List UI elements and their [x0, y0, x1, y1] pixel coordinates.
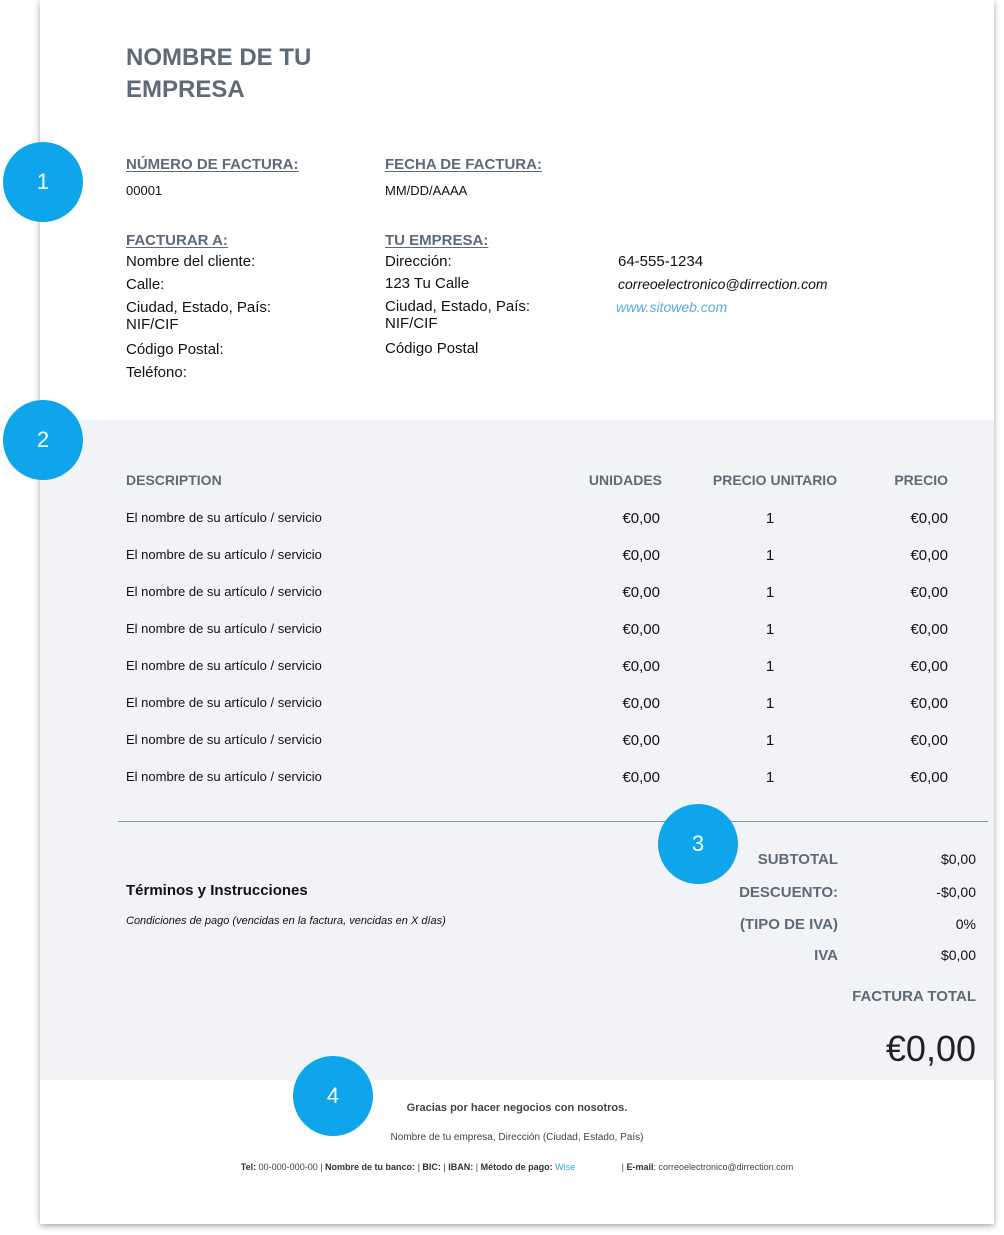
bill-to-label: FACTURAR A: [126, 232, 228, 249]
table-row [40, 547, 994, 584]
tel-label: Tel: [240, 1162, 257, 1172]
bill-to-street: Calle: [126, 276, 165, 293]
item-unit-price: 1 [765, 584, 775, 601]
discount-label: DESCUENTO: [739, 884, 838, 901]
item-description: El nombre de su artículo / servicio [126, 658, 322, 673]
marker-4: 4 [293, 1056, 373, 1136]
item-price: €0,00 [910, 510, 948, 527]
item-units: €0,00 [622, 547, 660, 564]
totals-divider [118, 821, 988, 822]
price-column-header: PRECIO [894, 472, 948, 488]
item-unit-price: 1 [765, 510, 775, 527]
item-units: €0,00 [622, 621, 660, 638]
marker-1: 1 [3, 142, 83, 222]
your-company-tax-id: NIF/CIF [385, 315, 438, 332]
items-table [40, 510, 994, 806]
item-units: €0,00 [622, 584, 660, 601]
item-units: €0,00 [622, 769, 660, 786]
vat-value: $0,00 [940, 947, 976, 963]
bank-label: Nombre de tu banco: [325, 1162, 416, 1172]
vat-type-value: 0% [955, 916, 976, 932]
item-unit-price: 1 [765, 547, 775, 564]
item-unit-price: 1 [765, 695, 775, 712]
footer-email[interactable]: correoelectronico@dirrection.com [658, 1162, 794, 1172]
company-website-link[interactable]: www.sitoweb.com [616, 299, 728, 315]
item-description: El nombre de su artículo / servicio [126, 769, 322, 784]
item-price: €0,00 [910, 584, 948, 601]
item-description: El nombre de su artículo / servicio [126, 510, 322, 525]
item-units: €0,00 [622, 732, 660, 749]
item-price: €0,00 [910, 769, 948, 786]
table-row [40, 584, 994, 621]
subtotal-value: $0,00 [940, 851, 976, 867]
email-label: E-mail [626, 1162, 654, 1172]
iban-label: IBAN: [448, 1162, 474, 1172]
item-price: €0,00 [910, 695, 948, 712]
item-units: €0,00 [622, 510, 660, 527]
subtotal-label: SUBTOTAL [757, 851, 838, 868]
your-company-address-label: Dirección: [385, 253, 452, 270]
bill-to-city: Ciudad, Estado, País: [126, 299, 272, 316]
table-row [40, 621, 994, 658]
item-price: €0,00 [910, 621, 948, 638]
item-unit-price: 1 [765, 732, 775, 749]
terms-title: Términos y Instrucciones [126, 882, 308, 899]
item-price: €0,00 [910, 732, 948, 749]
company-phone: 64-555-1234 [618, 253, 704, 270]
invoice-number-label: NÚMERO DE FACTURA: [126, 156, 299, 173]
invoice-page [40, 0, 994, 1224]
bill-to-postal-code: Código Postal: [126, 341, 224, 358]
footer-address: Nombre de tu empresa, Dirección (Ciudad, Estado, País) [390, 1132, 644, 1143]
your-company-label: TU EMPRESA: [385, 232, 489, 249]
your-company-postal-code: Código Postal [385, 340, 479, 357]
item-description: El nombre de su artículo / servicio [126, 732, 322, 747]
tel-value: 00-000-000-00 [258, 1162, 318, 1172]
table-row [40, 732, 994, 769]
company-email[interactable]: correoelectronico@dirrection.com [618, 276, 828, 292]
bill-to-tax-id: NIF/CIF [126, 316, 179, 333]
table-row [40, 510, 994, 547]
table-row [40, 695, 994, 732]
item-price: €0,00 [910, 547, 948, 564]
marker-2: 2 [3, 400, 83, 480]
description-column-header: DESCRIPTION [126, 472, 222, 488]
invoice-date: MM/DD/AAAA [385, 183, 468, 198]
item-units: €0,00 [622, 695, 660, 712]
grand-total-label: FACTURA TOTAL [852, 988, 976, 1005]
item-price: €0,00 [910, 658, 948, 675]
item-units: €0,00 [622, 658, 660, 675]
item-description: El nombre de su artículo / servicio [126, 695, 322, 710]
unit-price-column-header: PRECIO UNITARIO [712, 472, 838, 488]
payment-method-value[interactable]: Wise [555, 1162, 576, 1172]
table-row [40, 658, 994, 695]
invoice-number: 00001 [126, 183, 163, 198]
vat-label: IVA [814, 947, 838, 964]
item-description: El nombre de su artículo / servicio [126, 584, 322, 599]
bill-to-phone: Teléfono: [126, 364, 187, 381]
discount-value: -$0,00 [936, 884, 976, 900]
item-unit-price: 1 [765, 769, 775, 786]
company-name: NOMBRE DE TU EMPRESA [126, 44, 312, 103]
units-column-header: UNIDADES [588, 472, 662, 488]
your-company-street: 123 Tu Calle [385, 275, 470, 292]
your-company-city: Ciudad, Estado, País: [385, 298, 531, 315]
table-row [40, 769, 994, 806]
item-unit-price: 1 [765, 621, 775, 638]
terms-text: Condiciones de pago (vencidas en la factura, vencidas en X días) [126, 915, 446, 927]
marker-3: 3 [658, 804, 738, 884]
footer-contact-line: Tel: 00-000-000-00 | Nombre de tu banco: | BIC: | IBAN: | Método de pago: Wise | E-mail: correoelectronico@dirrection.com [240, 1162, 794, 1172]
item-description: El nombre de su artículo / servicio [126, 547, 322, 562]
bill-to-name: Nombre del cliente: [126, 253, 256, 270]
grand-total-value: €0,00 [885, 1028, 976, 1069]
thank-you-message: Gracias por hacer negocios con nosotros. [406, 1102, 628, 1114]
vat-type-label: (TIPO DE IVA) [739, 916, 838, 933]
item-unit-price: 1 [765, 658, 775, 675]
payment-method-label: Método de pago: [480, 1162, 553, 1172]
bic-label: BIC: [422, 1162, 441, 1172]
invoice-date-label: FECHA DE FACTURA: [385, 156, 542, 173]
item-description: El nombre de su artículo / servicio [126, 621, 322, 636]
